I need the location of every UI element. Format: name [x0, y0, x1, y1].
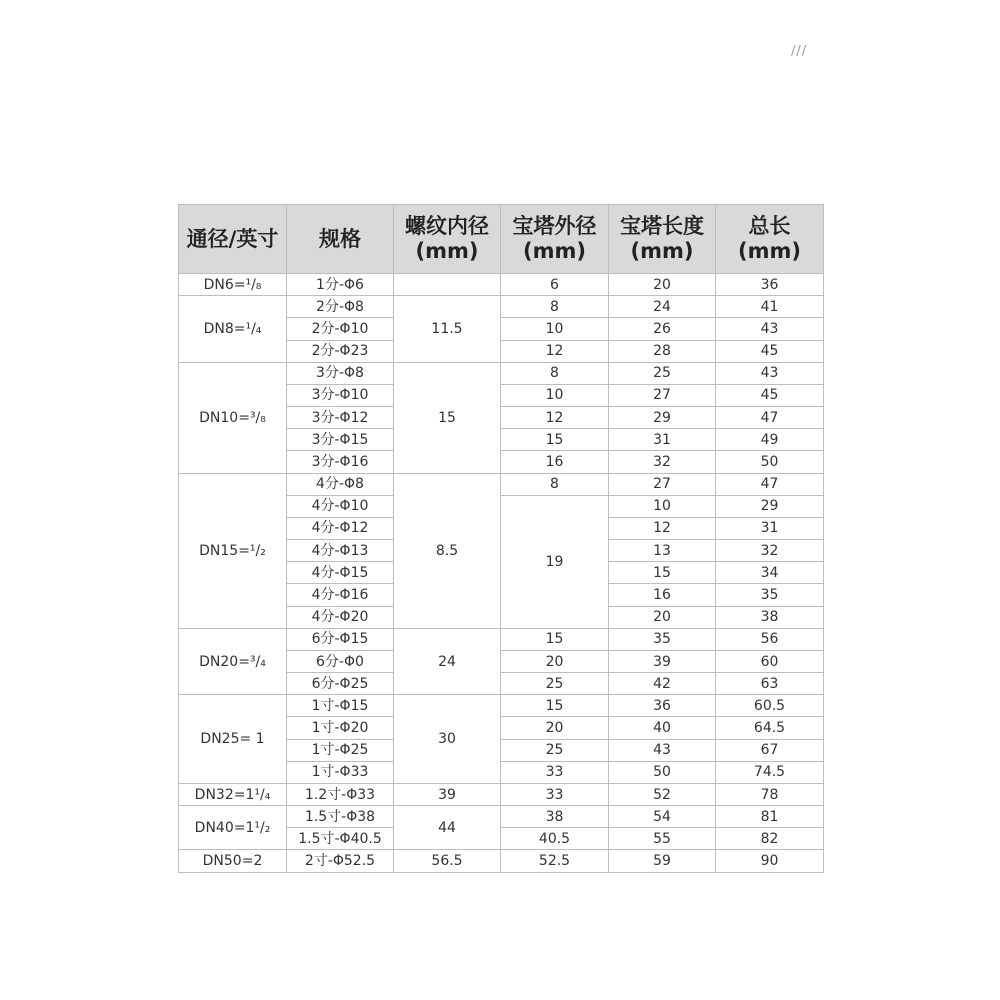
barb-od-cell: 8: [501, 473, 609, 495]
total-length-cell: 56: [716, 628, 824, 650]
spec-cell: 2分-Φ23: [287, 340, 394, 362]
spec-cell: 4分-Φ10: [287, 495, 394, 517]
barb-od-cell: 10: [609, 495, 716, 517]
header-thread-id: [394, 205, 501, 274]
table-row: [179, 628, 824, 650]
spec-cell: 6分-Φ25: [287, 673, 394, 695]
total-length-cell: 47: [716, 407, 824, 429]
nominal-size-cell: DN15=¹/₂: [179, 473, 287, 628]
barb-length-cell: 55: [609, 828, 716, 850]
total-length-cell: 63: [716, 673, 824, 695]
header-text: (mm): [523, 239, 586, 263]
spec-cell: 1.5寸-Φ38: [287, 806, 394, 828]
total-length-cell: 81: [716, 806, 824, 828]
table-row: [179, 296, 824, 318]
thread-id-cell: 56.5: [394, 850, 501, 873]
barb-length-cell: 43: [609, 739, 716, 761]
nominal-size-cell: DN25= 1: [179, 695, 287, 784]
spec-cell: 4分-Φ8: [287, 473, 394, 495]
barb-length-cell: 34: [716, 562, 824, 584]
barb-length-cell: 38: [716, 606, 824, 628]
total-length-cell: 49: [716, 429, 824, 451]
barb-od-cell: 10: [501, 318, 609, 340]
barb-od-cell: 20: [501, 650, 609, 672]
barb-od-cell: 15: [501, 429, 609, 451]
spec-cell: 3分-Φ15: [287, 429, 394, 451]
barb-od-cell: 33: [501, 783, 609, 805]
barb-length-cell: 20: [609, 274, 716, 296]
spec-cell: 3分-Φ10: [287, 384, 394, 406]
header-text: (mm): [738, 239, 801, 263]
barb-od-cell: 33: [501, 761, 609, 783]
barb-length-cell: 27: [609, 384, 716, 406]
thread-id-cell: 44: [394, 806, 501, 850]
barb-length-cell: 35: [716, 584, 824, 606]
table-row: [179, 473, 824, 495]
spec-cell: 4分-Φ13: [287, 540, 394, 562]
barb-length-cell: 31: [609, 429, 716, 451]
table-row: [179, 783, 824, 805]
barb-od-cell: 25: [501, 673, 609, 695]
spec-cell: 4分-Φ16: [287, 584, 394, 606]
barb-od-cell: 15: [501, 695, 609, 717]
total-length-cell: 90: [716, 850, 824, 873]
barb-od-cell: 13: [609, 540, 716, 562]
barb-od-cell: 16: [609, 584, 716, 606]
barb-length-cell: 39: [609, 650, 716, 672]
header-text: 通径/英寸: [186, 226, 279, 251]
header-text: (mm): [630, 239, 694, 263]
total-length-cell: 43: [716, 362, 824, 384]
total-length-cell: 45: [716, 340, 824, 362]
barb-length-cell: 36: [609, 695, 716, 717]
total-length-cell: 36: [716, 274, 824, 296]
nominal-size-cell: DN32=1¹/₄: [179, 783, 287, 805]
spec-cell: 4分-Φ12: [287, 517, 394, 539]
barb-od-cell: 12: [501, 340, 609, 362]
spec-cell: 1寸-Φ15: [287, 695, 394, 717]
nominal-size-cell: DN50=2: [179, 850, 287, 873]
total-length-cell: 60: [716, 650, 824, 672]
nominal-size-cell: DN6=¹/₈: [179, 274, 287, 296]
header-row: [179, 205, 824, 274]
thread-id-cell: 24: [394, 628, 501, 695]
total-length-cell: 74.5: [716, 761, 824, 783]
total-length-cell: 47: [716, 473, 824, 495]
barb-length-cell: 29: [609, 407, 716, 429]
barb-od-cell: 16: [501, 451, 609, 473]
spec-cell: 1分-Φ6: [287, 274, 394, 296]
spec-table: [178, 204, 824, 873]
barb-length-cell: 50: [609, 761, 716, 783]
thread-id-cell: 8.5: [394, 473, 501, 628]
total-length-cell: 41: [716, 296, 824, 318]
spec-cell: 4分-Φ15: [287, 562, 394, 584]
total-length-cell: 78: [716, 783, 824, 805]
spec-cell: 1寸-Φ20: [287, 717, 394, 739]
spec-cell: 3分-Φ16: [287, 451, 394, 473]
header-text: 螺纹内径: [405, 214, 489, 238]
barb-od-cell: 8: [501, 296, 609, 318]
barb-length-cell: 32: [609, 451, 716, 473]
spec-cell: 1寸-Φ25: [287, 739, 394, 761]
barb-length-cell: 54: [609, 806, 716, 828]
barb-length-cell: 27: [609, 473, 716, 495]
table-row: [179, 274, 824, 296]
barb-length-cell: 35: [609, 628, 716, 650]
spec-cell: 3分-Φ12: [287, 407, 394, 429]
barb-od-cell: 20: [609, 606, 716, 628]
spec-cell: 4分-Φ20: [287, 606, 394, 628]
barb-length-cell: 25: [609, 362, 716, 384]
barb-od-cell: 20: [501, 717, 609, 739]
barb-length-cell: 26: [609, 318, 716, 340]
table-row: [179, 362, 824, 384]
barb-length-cell: 52: [609, 783, 716, 805]
thread-id-cell: 30: [394, 695, 501, 784]
total-length-cell: 67: [716, 739, 824, 761]
header-total-length: [716, 205, 824, 274]
nominal-size-cell: DN10=³/₈: [179, 362, 287, 473]
total-length-cell: 50: [716, 451, 824, 473]
header-spec: [287, 205, 394, 274]
table-row: [179, 850, 824, 873]
header-text: 规格: [319, 226, 361, 251]
barb-od-cell: 25: [501, 739, 609, 761]
spec-cell: 2分-Φ8: [287, 296, 394, 318]
header-barb-length: [609, 205, 716, 274]
barb-length-cell: 42: [609, 673, 716, 695]
thread-id-cell: 11.5: [394, 296, 501, 363]
barb-od-cell: 12: [501, 407, 609, 429]
total-length-cell: 82: [716, 828, 824, 850]
barb-od-cell: 6: [501, 274, 609, 296]
barb-length-cell: 24: [609, 296, 716, 318]
barb-length-cell: 40: [609, 717, 716, 739]
nominal-size-cell: DN20=³/₄: [179, 628, 287, 695]
barb-od-cell: 38: [501, 806, 609, 828]
header-barb-od: [501, 205, 609, 274]
barb-od-cell: 8: [501, 362, 609, 384]
header-text: (mm): [415, 239, 479, 263]
barb-od-cell: 40.5: [501, 828, 609, 850]
barb-od-cell: 15: [501, 628, 609, 650]
thread-id-cell: [394, 274, 501, 296]
barb-length-cell: 59: [609, 850, 716, 873]
barb-length-cell: 31: [716, 517, 824, 539]
total-length-cell: 60.5: [716, 695, 824, 717]
spec-cell: 2分-Φ10: [287, 318, 394, 340]
total-length-cell: 64.5: [716, 717, 824, 739]
nominal-size-cell: DN40=1¹/₂: [179, 806, 287, 850]
nominal-size-cell: DN8=¹/₄: [179, 296, 287, 363]
table-row: [179, 806, 824, 828]
spec-cell: 1寸-Φ33: [287, 761, 394, 783]
total-length-cell: 43: [716, 318, 824, 340]
total-length-cell: 45: [716, 384, 824, 406]
header-text: 宝塔长度: [620, 214, 704, 238]
thread-id-cell: 15: [394, 362, 501, 473]
spec-cell: 2寸-Φ52.5: [287, 850, 394, 873]
barb-od-cell: 12: [609, 517, 716, 539]
spec-cell: 3分-Φ8: [287, 362, 394, 384]
barb-length-cell: 32: [716, 540, 824, 562]
thread-id-cell: 19: [501, 495, 609, 628]
spec-cell: 1.5寸-Φ40.5: [287, 828, 394, 850]
barb-length-cell: 28: [609, 340, 716, 362]
thread-id-cell: 39: [394, 783, 501, 805]
spec-cell: 6分-Φ15: [287, 628, 394, 650]
barb-od-cell: 52.5: [501, 850, 609, 873]
table-row: [179, 695, 824, 717]
barb-length-cell: 29: [716, 495, 824, 517]
barb-od-cell: 15: [609, 562, 716, 584]
spec-cell: 6分-Φ0: [287, 650, 394, 672]
header-text: 总长: [748, 214, 791, 238]
table-body: [179, 274, 824, 873]
corner-mark: ///: [791, 44, 808, 59]
header-nominal: [179, 205, 287, 274]
header-text: 宝塔外径: [512, 214, 597, 238]
spec-cell: 1.2寸-Φ33: [287, 783, 394, 805]
barb-od-cell: 10: [501, 384, 609, 406]
